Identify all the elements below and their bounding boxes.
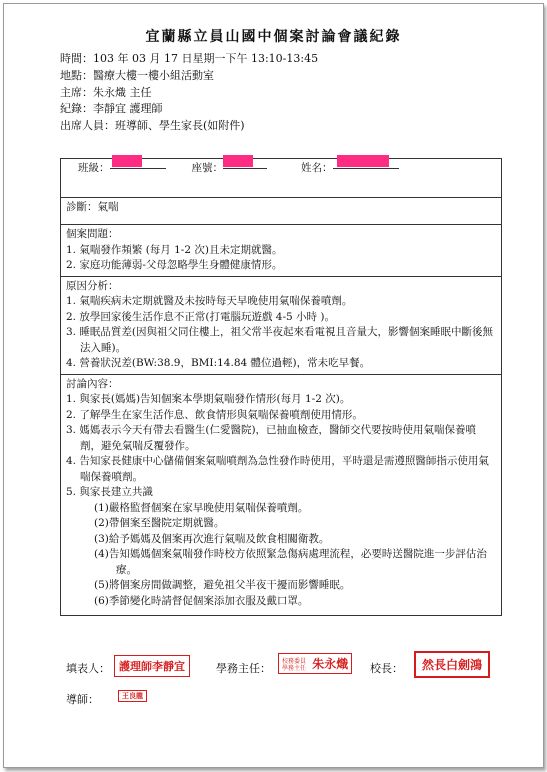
teacher-stamp: 王良龍 — [118, 690, 147, 702]
problem-item: 1. 氣喘發作頻繁 (每月 1-2 次)且未定期就醫。 — [66, 243, 283, 256]
document-page — [3, 3, 544, 768]
consensus-item: (4)告知媽媽個案氣喘發作時校方依照緊急傷病處理流程，必要時送醫院進一步評估治療。 — [94, 548, 487, 576]
meeting-info — [60, 51, 318, 135]
seat-field — [223, 168, 267, 169]
teacher-label: 導師： — [66, 693, 99, 706]
name-label: 姓名： — [301, 162, 333, 174]
meeting-chair: 主席：朱永熾 主任 — [60, 85, 152, 99]
consensus-item: (3)給予媽媽及個案再次進行氣喘及飲食相關衛教。 — [94, 532, 330, 545]
problems-title: 個案問題： — [66, 228, 119, 240]
document-title: 宜蘭縣立員山國中個案討論會議紀錄 — [145, 29, 402, 45]
seat-label: 座號： — [191, 162, 223, 174]
cause-item: 1. 氣喘疾病未定期就醫及未按時每天早晚使用氣喘保養噴劑。 — [66, 295, 353, 307]
consensus-item: (6)季節變化時請督促個案添加衣服及戴口罩。 — [94, 594, 309, 607]
class-field — [110, 168, 166, 169]
principal-stamp: 然長白劍鴻 — [414, 651, 490, 678]
consensus-list — [66, 501, 496, 610]
causes-title: 原因分析： — [66, 279, 119, 292]
discussion-item: 2. 了解學生在家生活作息、飲食情形與氣喘保養噴劑使用情形。 — [66, 408, 363, 421]
name-field — [333, 168, 399, 169]
cause-item: 4. 營養狀況差(BW:38.9，BMI:14.84 體位過輕)，常未吃早餐。 — [66, 357, 371, 369]
director-stamp-name: 朱永熾 — [312, 657, 349, 671]
class-redaction — [112, 155, 142, 167]
consensus-item: (1)嚴格監督個案在家早晚使用氣喘保養噴劑。 — [94, 501, 309, 514]
name-redaction — [337, 155, 389, 167]
meeting-time: 時間：103 年 03 月 17 日星期一下午 13:10-13:45 — [60, 52, 319, 65]
discussion-item: 4. 告知家長健康中心儲備個案氣喘噴劑為急性發作時使用，平時還是需遵照醫師指示使用氣喘保養噴劑。 — [66, 455, 489, 483]
discussion-title: 討論內容： — [66, 377, 119, 390]
diagnosis: 診斷：氣喘 — [61, 198, 502, 225]
record-table — [60, 158, 502, 616]
meeting-recorder: 紀錄：李靜宜 護理師 — [60, 102, 163, 116]
discussion-row — [61, 374, 502, 616]
director-label: 學務主任： — [216, 662, 271, 675]
principal-label: 校長： — [370, 662, 403, 675]
filler-stamp: 護理師李靜宜 — [114, 655, 190, 677]
seat-redaction — [223, 155, 253, 167]
diagnosis-row — [61, 198, 502, 225]
filler-label: 填表人： — [66, 662, 110, 675]
problem-item: 2. 家庭功能薄弱-父母忽略學生身體健康情形。 — [66, 259, 283, 271]
problems-row — [61, 225, 502, 277]
consensus-item: (5)將個案房間做調整，避免祖父半夜干擾而影響睡眠。 — [94, 579, 351, 591]
student-info-row — [61, 159, 502, 198]
director-stamp-title: 校務委員學務主任 — [282, 657, 307, 672]
class-label: 班級： — [78, 162, 110, 174]
discussion-item: 3. 媽媽表示今天有帶去看醫生(仁愛醫院)，已抽血檢查，醫師交代要按時使用氣喘保養噴劑，避免氣喘反覆發作。 — [66, 424, 477, 452]
director-stamp — [278, 653, 352, 674]
cause-item: 2. 放學回家後生活作息不正常(打電腦玩遊戲 4-5 小時 )。 — [66, 310, 335, 323]
meeting-location: 地點：醫療大樓一樓小組活動室 — [60, 68, 214, 82]
discussion-item: 5. 與家長建立共識 — [66, 486, 153, 498]
meeting-attendees: 出席人員：班導師、學生家長(如附件) — [60, 119, 245, 133]
discussion-item: 1. 與家長(媽媽)告知個案本學期氣喘發作情形(每月 1-2 次)。 — [66, 393, 351, 405]
consensus-item: (2)帶個案至醫院定期就醫。 — [94, 517, 225, 529]
cause-item: 3. 睡眠品質差(因與祖父同住樓上，祖父常半夜起來看電視且音量大，影響個案睡眠中斷後無法入睡)。 — [66, 326, 493, 354]
causes-row — [61, 276, 502, 374]
